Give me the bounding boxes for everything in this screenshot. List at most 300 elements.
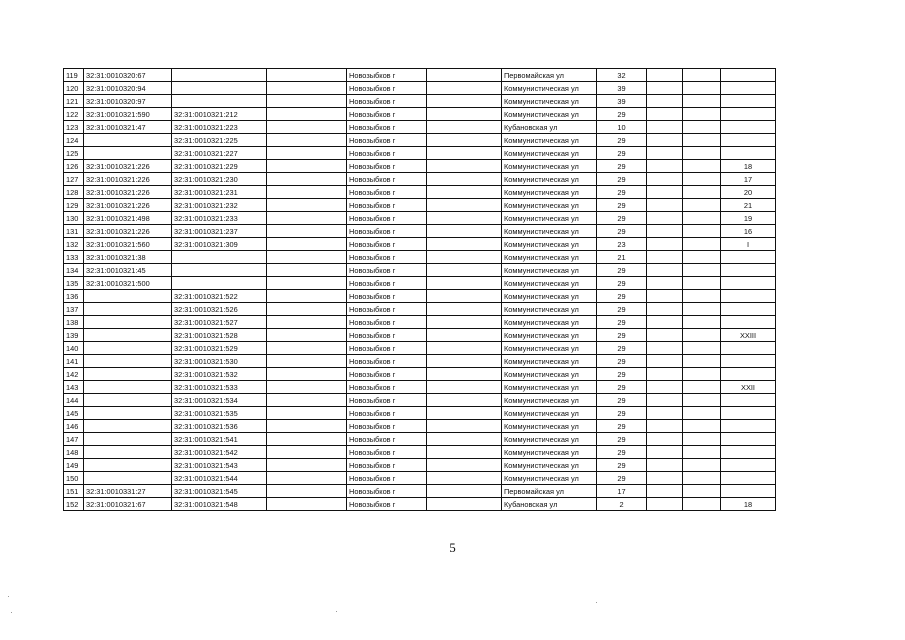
scan-speck	[11, 612, 12, 613]
empty-cell	[683, 134, 721, 147]
parent-cadastral-number-cell: 32:31:0010321:230	[172, 173, 267, 186]
apartment-number-cell	[721, 420, 776, 433]
parent-cadastral-number-cell	[172, 82, 267, 95]
street-cell: Коммунистическая ул	[502, 342, 597, 355]
house-number-cell: 29	[597, 342, 647, 355]
street-cell: Коммунистическая ул	[502, 290, 597, 303]
table-row	[64, 368, 776, 381]
empty-cell	[647, 212, 683, 225]
street-cell: Коммунистическая ул	[502, 459, 597, 472]
empty-cell	[267, 498, 347, 511]
table-row	[64, 342, 776, 355]
house-number-cell: 2	[597, 498, 647, 511]
house-number-cell: 29	[597, 407, 647, 420]
empty-cell	[427, 381, 502, 394]
street-cell: Коммунистическая ул	[502, 95, 597, 108]
empty-cell	[647, 498, 683, 511]
cadastral-number-cell	[84, 316, 172, 329]
parent-cadastral-number-cell: 32:31:0010321:528	[172, 329, 267, 342]
empty-cell	[267, 95, 347, 108]
apartment-number-cell	[721, 407, 776, 420]
apartment-number-cell	[721, 394, 776, 407]
parent-cadastral-number-cell: 32:31:0010321:229	[172, 160, 267, 173]
row-number-cell: 120	[64, 82, 84, 95]
empty-cell	[647, 433, 683, 446]
street-cell: Коммунистическая ул	[502, 212, 597, 225]
row-number-cell: 136	[64, 290, 84, 303]
table-row	[64, 134, 776, 147]
empty-cell	[683, 433, 721, 446]
empty-cell	[267, 277, 347, 290]
house-number-cell: 29	[597, 147, 647, 160]
street-cell: Коммунистическая ул	[502, 264, 597, 277]
empty-cell	[427, 368, 502, 381]
parent-cadastral-number-cell: 32:31:0010321:225	[172, 134, 267, 147]
apartment-number-cell: 20	[721, 186, 776, 199]
street-cell: Коммунистическая ул	[502, 381, 597, 394]
parent-cadastral-number-cell: 32:31:0010321:536	[172, 420, 267, 433]
empty-cell	[647, 264, 683, 277]
town-cell: Новозыбков г	[347, 199, 427, 212]
house-number-cell: 23	[597, 238, 647, 251]
table-row	[64, 173, 776, 186]
town-cell: Новозыбков г	[347, 420, 427, 433]
town-cell: Новозыбков г	[347, 173, 427, 186]
street-cell: Коммунистическая ул	[502, 199, 597, 212]
street-cell: Коммунистическая ул	[502, 446, 597, 459]
row-number-cell: 145	[64, 407, 84, 420]
cadastral-number-cell	[84, 329, 172, 342]
apartment-number-cell	[721, 95, 776, 108]
table-row	[64, 69, 776, 82]
empty-cell	[267, 134, 347, 147]
row-number-cell: 149	[64, 459, 84, 472]
registry-table-body	[64, 69, 776, 511]
empty-cell	[267, 394, 347, 407]
parent-cadastral-number-cell: 32:31:0010321:535	[172, 407, 267, 420]
town-cell: Новозыбков г	[347, 225, 427, 238]
house-number-cell: 29	[597, 446, 647, 459]
house-number-cell: 29	[597, 303, 647, 316]
empty-cell	[683, 238, 721, 251]
row-number-cell: 125	[64, 147, 84, 160]
empty-cell	[647, 69, 683, 82]
empty-cell	[267, 485, 347, 498]
empty-cell	[427, 238, 502, 251]
town-cell: Новозыбков г	[347, 277, 427, 290]
row-number-cell: 130	[64, 212, 84, 225]
empty-cell	[647, 147, 683, 160]
table-row	[64, 238, 776, 251]
empty-cell	[683, 121, 721, 134]
empty-cell	[683, 420, 721, 433]
parent-cadastral-number-cell: 32:31:0010321:542	[172, 446, 267, 459]
town-cell: Новозыбков г	[347, 238, 427, 251]
cadastral-number-cell: 32:31:0010321:498	[84, 212, 172, 225]
empty-cell	[647, 199, 683, 212]
apartment-number-cell: 18	[721, 498, 776, 511]
street-cell: Коммунистическая ул	[502, 147, 597, 160]
apartment-number-cell	[721, 472, 776, 485]
apartment-number-cell: 18	[721, 160, 776, 173]
cadastral-number-cell: 32:31:0010331:27	[84, 485, 172, 498]
empty-cell	[683, 108, 721, 121]
town-cell: Новозыбков г	[347, 329, 427, 342]
apartment-number-cell	[721, 121, 776, 134]
town-cell: Новозыбков г	[347, 160, 427, 173]
cadastral-number-cell: 32:31:0010321:47	[84, 121, 172, 134]
table-row	[64, 433, 776, 446]
empty-cell	[647, 485, 683, 498]
row-number-cell: 137	[64, 303, 84, 316]
empty-cell	[647, 277, 683, 290]
row-number-cell: 131	[64, 225, 84, 238]
house-number-cell: 29	[597, 264, 647, 277]
table-row	[64, 277, 776, 290]
house-number-cell: 29	[597, 472, 647, 485]
house-number-cell: 29	[597, 277, 647, 290]
empty-cell	[683, 69, 721, 82]
empty-cell	[267, 212, 347, 225]
town-cell: Новозыбков г	[347, 459, 427, 472]
empty-cell	[267, 342, 347, 355]
empty-cell	[427, 108, 502, 121]
empty-cell	[683, 342, 721, 355]
empty-cell	[683, 459, 721, 472]
empty-cell	[427, 251, 502, 264]
apartment-number-cell	[721, 251, 776, 264]
row-number-cell: 128	[64, 186, 84, 199]
row-number-cell: 140	[64, 342, 84, 355]
cadastral-number-cell: 32:31:0010321:226	[84, 173, 172, 186]
empty-cell	[427, 121, 502, 134]
empty-cell	[267, 173, 347, 186]
empty-cell	[683, 95, 721, 108]
cadastral-number-cell	[84, 472, 172, 485]
house-number-cell: 29	[597, 355, 647, 368]
street-cell: Коммунистическая ул	[502, 394, 597, 407]
scan-speck	[596, 602, 597, 603]
row-number-cell: 129	[64, 199, 84, 212]
empty-cell	[683, 446, 721, 459]
row-number-cell: 151	[64, 485, 84, 498]
empty-cell	[647, 446, 683, 459]
table-row	[64, 264, 776, 277]
apartment-number-cell	[721, 368, 776, 381]
cadastral-number-cell: 32:31:0010321:38	[84, 251, 172, 264]
empty-cell	[683, 147, 721, 160]
empty-cell	[427, 212, 502, 225]
empty-cell	[683, 186, 721, 199]
street-cell: Коммунистическая ул	[502, 186, 597, 199]
empty-cell	[683, 381, 721, 394]
empty-cell	[427, 290, 502, 303]
apartment-number-cell	[721, 147, 776, 160]
empty-cell	[267, 264, 347, 277]
row-number-cell: 133	[64, 251, 84, 264]
table-row	[64, 381, 776, 394]
empty-cell	[647, 290, 683, 303]
apartment-number-cell: XXIII	[721, 329, 776, 342]
cadastral-number-cell: 32:31:0010321:226	[84, 186, 172, 199]
empty-cell	[683, 485, 721, 498]
empty-cell	[647, 316, 683, 329]
empty-cell	[647, 238, 683, 251]
apartment-number-cell	[721, 108, 776, 121]
parent-cadastral-number-cell: 32:31:0010321:529	[172, 342, 267, 355]
apartment-number-cell	[721, 316, 776, 329]
town-cell: Новозыбков г	[347, 264, 427, 277]
empty-cell	[647, 225, 683, 238]
empty-cell	[267, 316, 347, 329]
row-number-cell: 143	[64, 381, 84, 394]
row-number-cell: 146	[64, 420, 84, 433]
empty-cell	[647, 394, 683, 407]
town-cell: Новозыбков г	[347, 316, 427, 329]
row-number-cell: 132	[64, 238, 84, 251]
table-row	[64, 290, 776, 303]
cadastral-number-cell: 32:31:0010321:226	[84, 160, 172, 173]
cadastral-number-cell	[84, 147, 172, 160]
table-row	[64, 251, 776, 264]
empty-cell	[683, 173, 721, 186]
empty-cell	[427, 186, 502, 199]
apartment-number-cell	[721, 69, 776, 82]
house-number-cell: 39	[597, 95, 647, 108]
empty-cell	[647, 134, 683, 147]
row-number-cell: 139	[64, 329, 84, 342]
apartment-number-cell: 16	[721, 225, 776, 238]
empty-cell	[683, 329, 721, 342]
table-row	[64, 355, 776, 368]
apartment-number-cell: 19	[721, 212, 776, 225]
cadastral-number-cell	[84, 420, 172, 433]
town-cell: Новозыбков г	[347, 368, 427, 381]
street-cell: Коммунистическая ул	[502, 238, 597, 251]
cadastral-number-cell	[84, 407, 172, 420]
empty-cell	[647, 407, 683, 420]
house-number-cell: 29	[597, 381, 647, 394]
house-number-cell: 29	[597, 173, 647, 186]
apartment-number-cell: 17	[721, 173, 776, 186]
table-row	[64, 329, 776, 342]
empty-cell	[427, 225, 502, 238]
street-cell: Коммунистическая ул	[502, 173, 597, 186]
empty-cell	[427, 459, 502, 472]
parent-cadastral-number-cell	[172, 251, 267, 264]
house-number-cell: 39	[597, 82, 647, 95]
table-row	[64, 498, 776, 511]
apartment-number-cell	[721, 459, 776, 472]
house-number-cell: 29	[597, 199, 647, 212]
street-cell: Коммунистическая ул	[502, 407, 597, 420]
empty-cell	[267, 82, 347, 95]
parent-cadastral-number-cell	[172, 69, 267, 82]
row-number-cell: 121	[64, 95, 84, 108]
table-row	[64, 225, 776, 238]
house-number-cell: 29	[597, 420, 647, 433]
house-number-cell: 10	[597, 121, 647, 134]
empty-cell	[267, 160, 347, 173]
street-cell: Коммунистическая ул	[502, 277, 597, 290]
row-number-cell: 152	[64, 498, 84, 511]
parent-cadastral-number-cell: 32:31:0010321:232	[172, 199, 267, 212]
apartment-number-cell	[721, 277, 776, 290]
parent-cadastral-number-cell: 32:31:0010321:530	[172, 355, 267, 368]
street-cell: Кубановская ул	[502, 121, 597, 134]
apartment-number-cell: I	[721, 238, 776, 251]
registry-table	[63, 68, 776, 511]
empty-cell	[683, 394, 721, 407]
row-number-cell: 138	[64, 316, 84, 329]
street-cell: Коммунистическая ул	[502, 303, 597, 316]
street-cell: Коммунистическая ул	[502, 472, 597, 485]
table-row	[64, 446, 776, 459]
cadastral-number-cell	[84, 459, 172, 472]
parent-cadastral-number-cell: 32:31:0010321:543	[172, 459, 267, 472]
empty-cell	[683, 82, 721, 95]
apartment-number-cell	[721, 264, 776, 277]
table-row	[64, 407, 776, 420]
empty-cell	[267, 407, 347, 420]
parent-cadastral-number-cell: 32:31:0010321:548	[172, 498, 267, 511]
table-row	[64, 316, 776, 329]
apartment-number-cell	[721, 433, 776, 446]
table-row	[64, 160, 776, 173]
empty-cell	[267, 251, 347, 264]
empty-cell	[647, 121, 683, 134]
town-cell: Новозыбков г	[347, 212, 427, 225]
table-row	[64, 420, 776, 433]
empty-cell	[647, 342, 683, 355]
apartment-number-cell	[721, 290, 776, 303]
house-number-cell: 29	[597, 433, 647, 446]
row-number-cell: 124	[64, 134, 84, 147]
empty-cell	[647, 368, 683, 381]
street-cell: Коммунистическая ул	[502, 160, 597, 173]
street-cell: Коммунистическая ул	[502, 108, 597, 121]
empty-cell	[267, 368, 347, 381]
town-cell: Новозыбков г	[347, 485, 427, 498]
town-cell: Новозыбков г	[347, 147, 427, 160]
empty-cell	[647, 472, 683, 485]
empty-cell	[267, 459, 347, 472]
empty-cell	[647, 186, 683, 199]
town-cell: Новозыбков г	[347, 82, 427, 95]
empty-cell	[267, 225, 347, 238]
empty-cell	[267, 381, 347, 394]
cadastral-number-cell	[84, 342, 172, 355]
street-cell: Коммунистическая ул	[502, 368, 597, 381]
house-number-cell: 29	[597, 212, 647, 225]
parent-cadastral-number-cell	[172, 277, 267, 290]
empty-cell	[427, 69, 502, 82]
town-cell: Новозыбков г	[347, 407, 427, 420]
house-number-cell: 32	[597, 69, 647, 82]
apartment-number-cell	[721, 82, 776, 95]
street-cell: Коммунистическая ул	[502, 355, 597, 368]
town-cell: Новозыбков г	[347, 186, 427, 199]
empty-cell	[267, 355, 347, 368]
empty-cell	[267, 108, 347, 121]
cadastral-number-cell	[84, 381, 172, 394]
parent-cadastral-number-cell: 32:31:0010321:233	[172, 212, 267, 225]
town-cell: Новозыбков г	[347, 134, 427, 147]
apartment-number-cell	[721, 134, 776, 147]
cadastral-number-cell	[84, 433, 172, 446]
parent-cadastral-number-cell	[172, 264, 267, 277]
empty-cell	[647, 355, 683, 368]
empty-cell	[427, 147, 502, 160]
empty-cell	[427, 407, 502, 420]
empty-cell	[427, 498, 502, 511]
house-number-cell: 29	[597, 186, 647, 199]
house-number-cell: 29	[597, 459, 647, 472]
empty-cell	[427, 95, 502, 108]
empty-cell	[647, 108, 683, 121]
empty-cell	[427, 394, 502, 407]
parent-cadastral-number-cell: 32:31:0010321:545	[172, 485, 267, 498]
empty-cell	[267, 199, 347, 212]
page-number: 5	[449, 540, 456, 555]
town-cell: Новозыбков г	[347, 472, 427, 485]
empty-cell	[427, 199, 502, 212]
cadastral-number-cell: 32:31:0010321:45	[84, 264, 172, 277]
empty-cell	[647, 381, 683, 394]
row-number-cell: 147	[64, 433, 84, 446]
cadastral-number-cell: 32:31:0010321:67	[84, 498, 172, 511]
town-cell: Новозыбков г	[347, 69, 427, 82]
row-number-cell: 135	[64, 277, 84, 290]
house-number-cell: 29	[597, 225, 647, 238]
town-cell: Новозыбков г	[347, 355, 427, 368]
parent-cadastral-number-cell: 32:31:0010321:526	[172, 303, 267, 316]
empty-cell	[427, 420, 502, 433]
empty-cell	[683, 368, 721, 381]
parent-cadastral-number-cell: 32:31:0010321:237	[172, 225, 267, 238]
cadastral-number-cell	[84, 303, 172, 316]
parent-cadastral-number-cell: 32:31:0010321:541	[172, 433, 267, 446]
empty-cell	[683, 264, 721, 277]
house-number-cell: 29	[597, 316, 647, 329]
house-number-cell: 29	[597, 329, 647, 342]
table-row	[64, 472, 776, 485]
town-cell: Новозыбков г	[347, 498, 427, 511]
table-row	[64, 394, 776, 407]
empty-cell	[427, 316, 502, 329]
empty-cell	[427, 82, 502, 95]
row-number-cell: 127	[64, 173, 84, 186]
empty-cell	[427, 485, 502, 498]
empty-cell	[683, 212, 721, 225]
table-row	[64, 212, 776, 225]
empty-cell	[427, 433, 502, 446]
empty-cell	[267, 303, 347, 316]
parent-cadastral-number-cell: 32:31:0010321:231	[172, 186, 267, 199]
house-number-cell: 29	[597, 368, 647, 381]
table-row	[64, 303, 776, 316]
apartment-number-cell	[721, 355, 776, 368]
empty-cell	[683, 225, 721, 238]
row-number-cell: 123	[64, 121, 84, 134]
empty-cell	[267, 238, 347, 251]
parent-cadastral-number-cell: 32:31:0010321:534	[172, 394, 267, 407]
empty-cell	[427, 173, 502, 186]
cadastral-number-cell	[84, 446, 172, 459]
row-number-cell: 142	[64, 368, 84, 381]
parent-cadastral-number-cell: 32:31:0010321:227	[172, 147, 267, 160]
table-row	[64, 121, 776, 134]
